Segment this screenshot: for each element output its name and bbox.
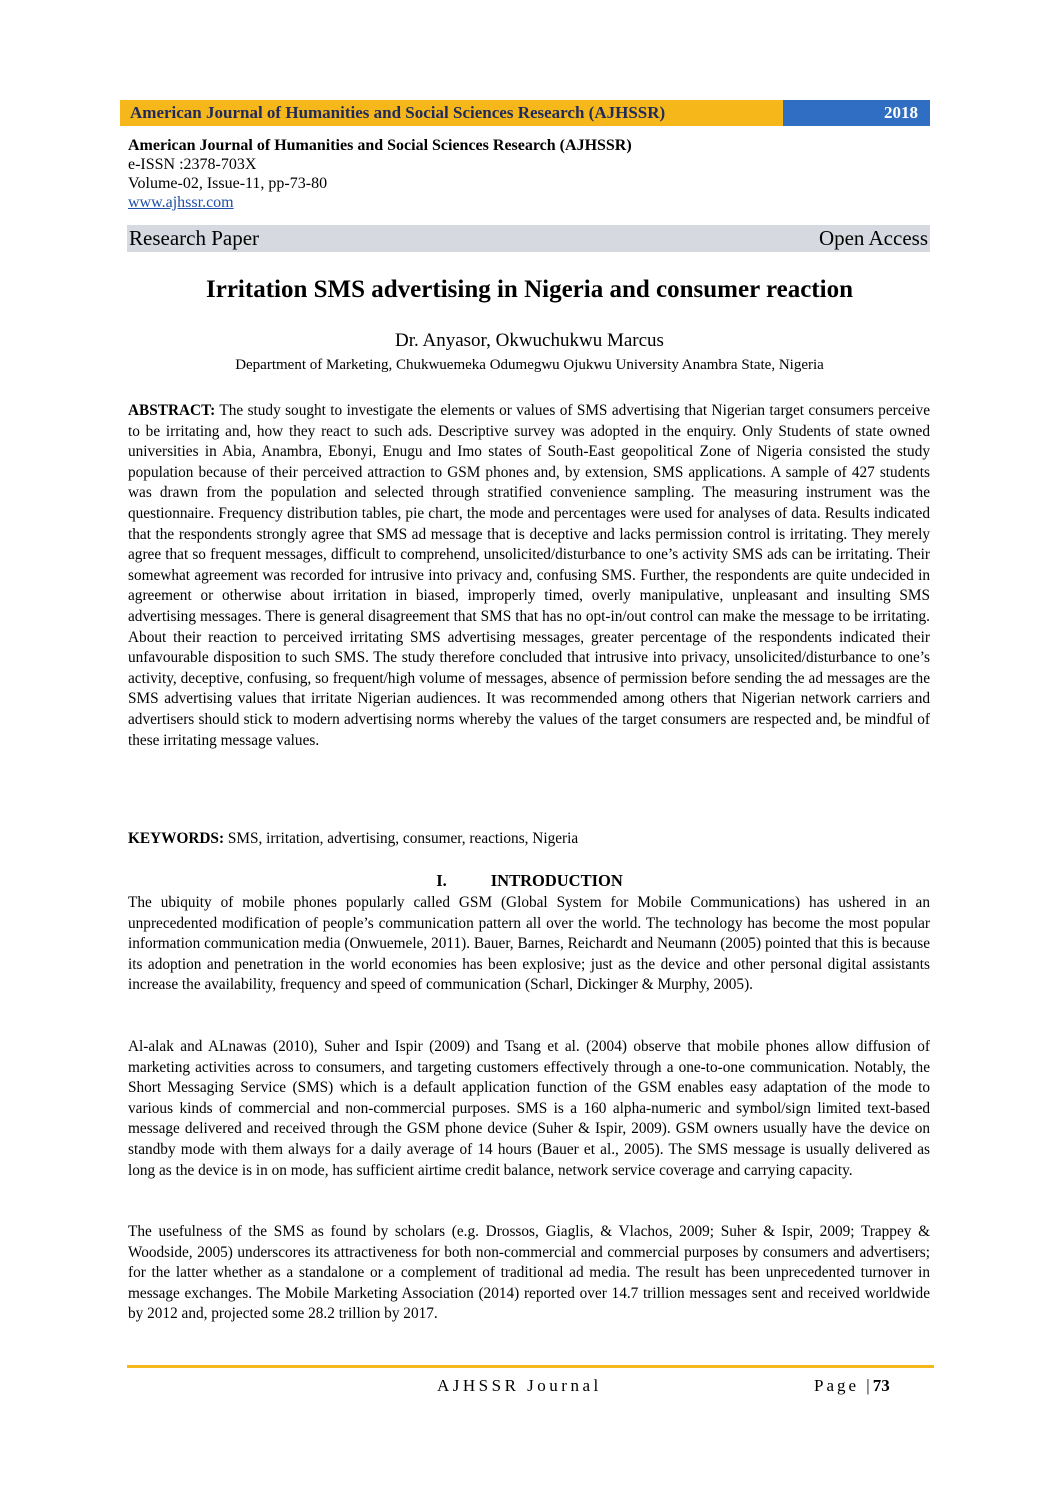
section-number: I. — [436, 871, 447, 890]
access-label: Open Access — [818, 226, 928, 250]
intro-paragraph: The ubiquity of mobile phones popularly called GSM (Global System for Mobile Communications) has ushered in an unprecedented modification of people’s communication pattern all over the world. The technology has become the most popular information communication media (Onwuemele, 2011). Bauer, Barnes, Reichardt and Neumann (2005) pointed that this is because its adoption and penetration in the world economies has been explosive; just as the device and other personal digital assistants increase the availability, frequency and speed of communication (Scharl, Dickinger & Murphy, 2005). — [128, 894, 930, 994]
footer-page-number: 73 — [872, 1376, 890, 1395]
abstract — [128, 401, 930, 751]
footer-journal: AJHSSR Journal — [437, 1376, 602, 1395]
meta-journal-name: American Journal of Humanities and Social Sciences Research (AJHSSR) — [128, 137, 632, 154]
keywords-text: SMS, irritation, advertising, consumer, reactions, Nigeria — [227, 830, 579, 847]
keywords — [128, 829, 930, 850]
intro-paragraph: Al-alak and ALnawas (2010), Suher and Ispir (2009) and Tsang et al. (2004) observe that mobile phones allow diffusion of marketing activities across to consumers, and targeting customers effectively through a one-to-one communication. Notably, the Short Messaging Service (SMS) which is a default application function of the GSM enables easy adaptation of the mode to various kinds of commercial and non-commercial purposes. SMS is a 160 alpha-numeric and symbol/sign limited text-based message delivered and received through the GSM phone device (Suher & Ispir, 2009). GSM owners usually have the device on standby mode with them always for a daily average of 14 hours (Bauer et al., 2005). The SMS message is usually delivered as long as the device is in on mode, has sufficient airtime credit balance, network service coverage and carrying capacity. — [128, 1038, 930, 1179]
journal-website-link[interactable]: www.ajhssr.com — [128, 194, 234, 211]
footer-page — [814, 1376, 890, 1396]
meta-issn: e-ISSN :2378-703X — [128, 156, 257, 173]
header-year: 2018 — [783, 100, 930, 126]
header-journal-name: American Journal of Humanities and Social Sciences Research (AJHSSR) — [120, 100, 783, 126]
journal-meta — [128, 136, 632, 212]
paper-author: Dr. Anyasor, Okwuchukwu Marcus — [395, 330, 664, 351]
footer-page-label: Page | — [814, 1376, 873, 1395]
keywords-label: KEYWORDS: — [128, 830, 225, 847]
footer-rule — [127, 1365, 934, 1368]
intro-paragraph: The usefulness of the SMS as found by scholars (e.g. Drossos, Giaglis, & Vlachos, 2009; Suher & Ispir, 2009; Trappey & Woodside, 2005) underscores its attractiveness for both non-commercial and commercial purposes by consumers and advertisers; for the latter whether as a standalone or a complement of traditional ad media. The result has been unprecedented turnover in message exchanges. The Mobile Marketing Association (2014) reported over 14.7 trillion messages sent and received worldwide by 2012 and, projected some 28.2 trillion by 2017. — [128, 1223, 930, 1323]
abstract-label: ABSTRACT: — [128, 402, 216, 419]
section-heading-introduction — [0, 871, 1059, 891]
paper-type-bar — [127, 225, 930, 252]
paper-title: Irritation SMS advertising in Nigeria and consumer reaction — [206, 276, 853, 303]
journal-header-band — [120, 100, 930, 126]
abstract-text: The study sought to investigate the elements or values of SMS advertising that Nigerian target consumers perceive to be irritating and, how they react to such ads. Descriptive survey was adopted in the enquiry. Only Students of state owned universities in Abia, Anambra, Ebonyi, Enugu and Imo states of South-East geopolitical Zone of Nigeria consisted the study population because of their perceived attraction to GSM phones and, by extension, SMS applications. A sample of 427 students was drawn from the population and selected through stratified convenience sampling. The measuring instrument was the questionnaire. Frequency distribution tables, pie chart, the mode and percentages were used for analyses of data. Results indicated that the respondents strongly agree that SMS ad message that is deceptive and lacks permission control is irritating. They merely agree that so frequent messages, difficult to comprehend, unsolicited/disturbance to one’s activity SMS ads can be irritating. Their somewhat agreement was recorded for intrusive into privacy and, confusing SMS. Further, the respondents are quite undecided in agreement or otherwise about irritation in biased, improperly timed, overly manipulative, unpleasant and insulting SMS advertising messages. There is general disagreement that SMS that has no opt-in/out control can make the message to be irritating. About their reaction to perceived irritating SMS advertising messages, greater percentage of the respondents indicated their unfavourable disposition to such SMS. The study therefore concluded that intrusive into privacy, unsolicited/disturbance to one’s activity, deceptive, confusing, so frequent/high volume of messages, absence of permission before sending the ad messages are the SMS advertising values that irritate Nigerian audiences. It was recommended among others that Nigerian network carriers and advertisers should stick to modern advertising norms whereby the values of the target consumers are respected and, be mindful of these irritating message values. — [128, 402, 930, 749]
author-affiliation: Department of Marketing, Chukwuemeka Odumegwu Ojukwu University Anambra State, Nigeria — [235, 357, 824, 373]
meta-volume: Volume-02, Issue-11, pp-73-80 — [128, 175, 328, 192]
paper-type-label: Research Paper — [129, 226, 260, 250]
section-title: INTRODUCTION — [490, 871, 623, 890]
